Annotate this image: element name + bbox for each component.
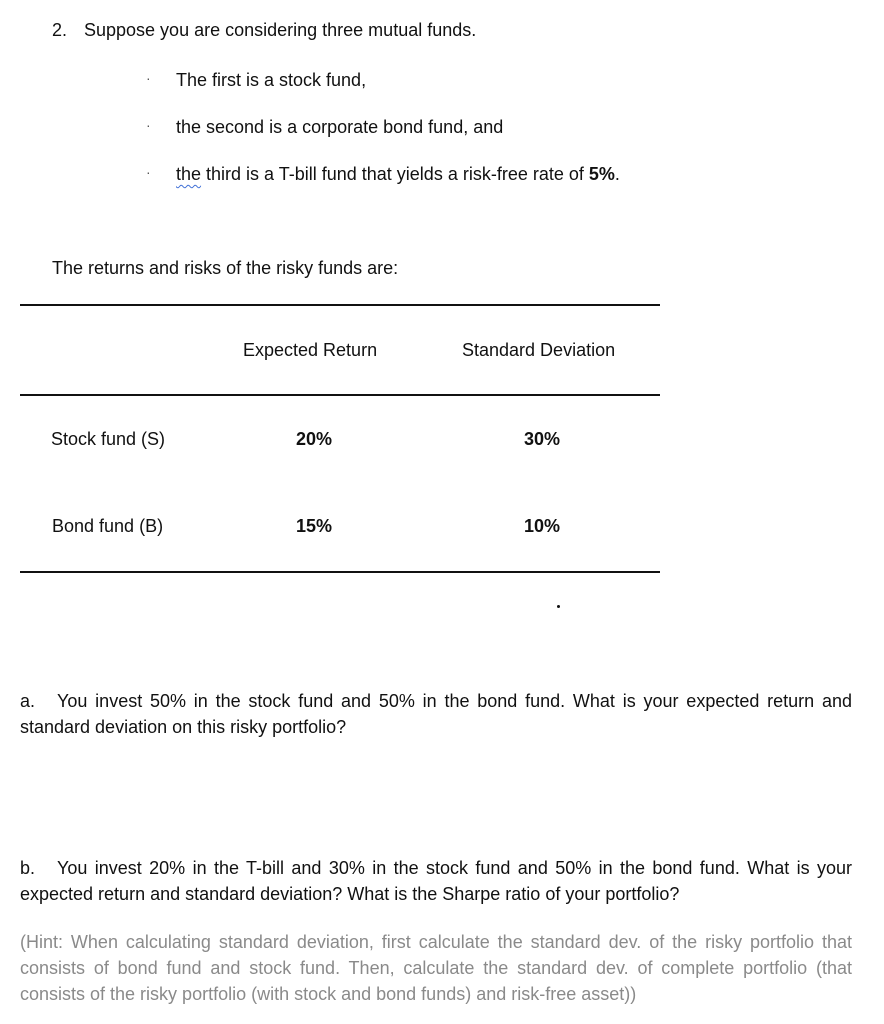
part-b-text: You invest 20% in the T-bill and 30% in the stock fund and 50% in the bond fund. What is your expected return and standard deviation? What is the Sharpe ratio of your portfolio? [20,858,852,904]
part-a [20,688,852,740]
bullet-tbill-text: third is a T-bill fund that yields a risk-free rate of [201,164,589,184]
part-a-label: a. [20,691,36,711]
bullet-tbill-fund [176,164,620,185]
bullet-stock-fund: The first is a stock fund, [176,70,367,90]
expected-return-value: 15% [296,516,333,536]
bullet-marker: · [146,117,151,133]
table-intro: The returns and risks of the risky funds are: [52,258,399,278]
bullet-marker: · [146,70,151,86]
header-standard-deviation: Standard Deviation [462,340,616,360]
stray-dot [557,605,560,608]
part-b [20,855,852,907]
bullet-bond-fund: the second is a corporate bond fund, and [176,117,504,137]
question-number: 2. [52,20,68,40]
question-intro: Suppose you are considering three mutual funds. [84,20,477,40]
std-dev-value: 10% [524,516,561,536]
bullet-marker: · [146,164,151,180]
table-header-rule [20,394,660,396]
table-top-rule [20,304,660,306]
part-a-text: You invest 50% in the stock fund and 50% in the bond fund. What is your expected return and standard deviation on this risky portfolio? [20,691,852,737]
hint-text: (Hint: When calculating standard deviation, first calculate the standard dev. of the risky portfolio that consists of bond fund and stock fund. Then, calculate the standard dev. of complete portfolio (that consists of the risky portfolio (with stock and bond funds) and risk-free asset)) [20,932,852,1004]
risk-free-rate: 5% [588,164,615,184]
spellcheck-underline: the [176,164,202,184]
header-expected-return: Expected Return [243,340,378,360]
expected-return-value: 20% [296,429,333,449]
part-b-label: b. [20,858,36,878]
table-bottom-rule [20,571,660,573]
std-dev-value: 30% [524,429,561,449]
bullet-tbill-suffix: . [614,164,620,184]
row-label: Stock fund (S) [51,429,166,449]
row-label: Bond fund (B) [52,516,164,536]
